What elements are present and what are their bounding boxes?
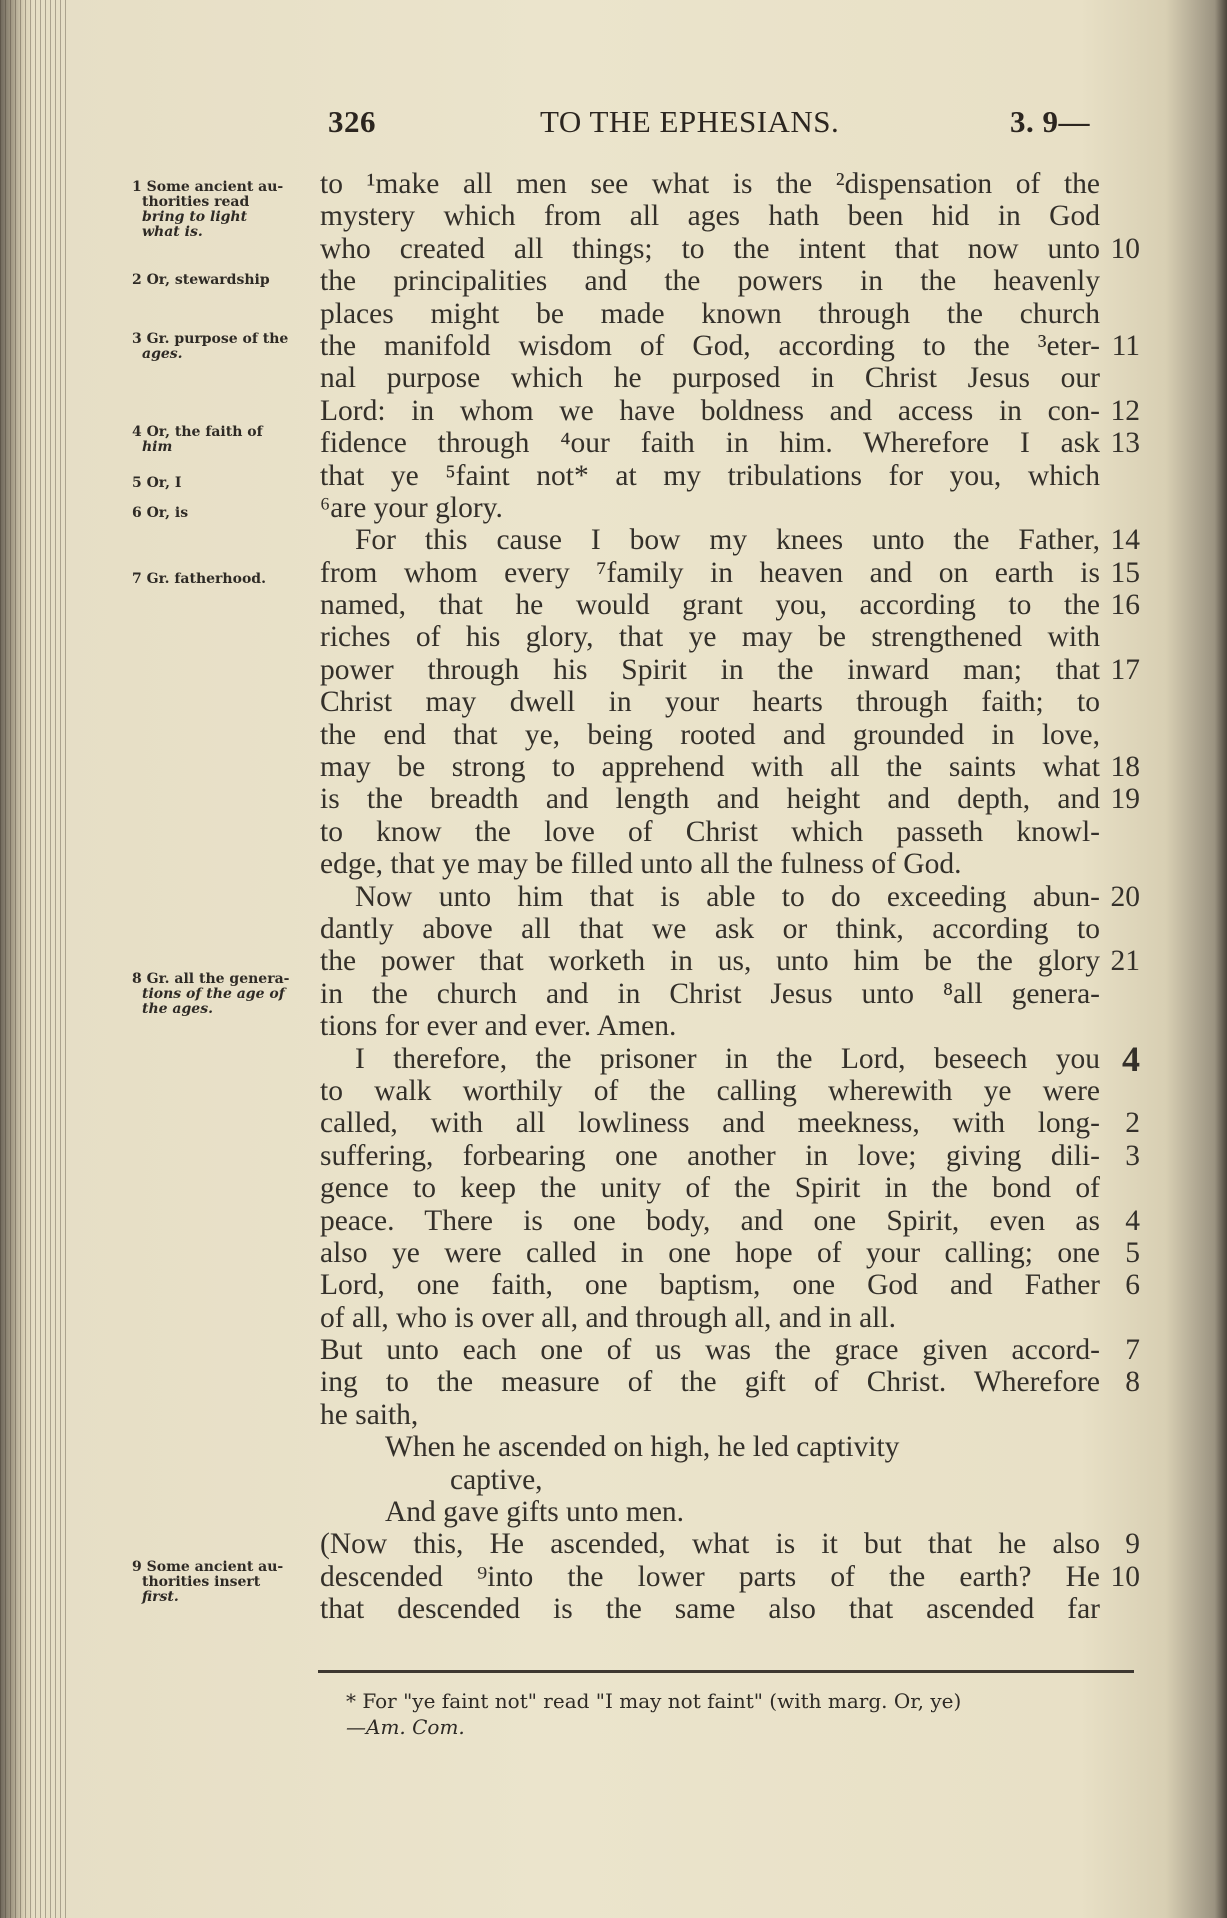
margin-note-line: 6 Or, is [132,505,189,521]
text-line-content: places might be made known through the church [320,297,1100,330]
verse-number: 10 [1110,1560,1140,1593]
verse-number: 21 [1110,945,1140,978]
margin-note-line: 3 Gr. purpose of the [132,331,289,347]
verse-number: 7 [1125,1334,1140,1367]
text-line [320,589,1140,622]
text-line-content: ing to the measure of the gift of Christ. Wherefore [320,1366,1100,1399]
text-line-content: the end that ye, being rooted and grounded in love, [320,718,1100,751]
text-line [320,1038,1140,1079]
text-line-content: from whom every ⁷family in heaven and on earth is [320,556,1100,589]
text-line-content: may be strong to apprehend with all the saints what [320,751,1100,784]
text-line-content: captive, [450,1463,543,1496]
margin-note-3 [132,332,318,362]
text-line [320,329,1140,362]
text-line [320,978,1100,1010]
text-line [320,1075,1100,1107]
running-title: TO THE EPHESIANS. [540,104,840,139]
text-line [320,1464,1100,1496]
text-line [320,913,1100,945]
verse-number: 16 [1110,589,1140,622]
text-line-content: edge, that ye may be filled unto all the fulness of God. [320,848,962,881]
margin-note-line: 5 Or, I [132,475,182,491]
margin-note-line: 8 Gr. all the genera- [132,971,290,987]
text-line [320,816,1100,848]
text-line-content: But unto each one of us was the grace given accord- [320,1334,1100,1367]
margin-note-line: him [142,439,173,455]
margin-note-4 [132,425,318,455]
scripture-text [320,168,1140,1626]
margin-note-7 [132,572,318,587]
text-line-content: Lord, one faith, one baptism, one God and Father [320,1269,1100,1302]
text-line-content: peace. There is one body, and one Spirit, even as [320,1204,1100,1237]
verse-number: 9 [1125,1528,1140,1561]
text-line-content: (Now this, He ascended, what is it but that he also [320,1528,1100,1561]
text-line [320,298,1100,330]
text-line-content: Lord: in whom we have boldness and access in con- [320,394,1100,427]
text-line-content: I therefore, the prisoner in the Lord, beseech you [355,1042,1100,1075]
text-line [320,880,1140,913]
text-line-content: to know the love of Christ which passeth knowl- [320,815,1100,848]
text-line-content: the manifold wisdom of God, according to the ³eter- [320,329,1100,362]
margin-note-line: bring to light [142,209,248,225]
text-line [320,1107,1140,1140]
text-line-content: to walk worthily of the calling wherewith ye were [320,1074,1100,1107]
text-line-content: dantly above all that we ask or think, according to [320,912,1100,945]
verse-number: 4 [1125,1204,1140,1237]
verse-number: 2 [1125,1107,1140,1140]
chapter-number: 4 [1122,1038,1140,1079]
text-line-content: also ye were called in one hope of your calling; one [320,1236,1100,1269]
page-number: 326 [328,104,376,139]
verse-number: 5 [1125,1236,1140,1269]
text-line-content: called, with all lowliness and meekness, with long- [320,1107,1100,1140]
text-line [320,945,1140,978]
text-line-content: that ye ⁵faint not* at my tribulations for you, which [320,459,1100,492]
margin-note-1 [132,180,318,240]
text-line-content: to ¹make all men see what is the ²dispensation of the [320,168,1100,200]
text-line-content: that descended is the same also that ascended far [320,1593,1100,1626]
text-line-content: tions for ever and ever. Amen. [320,1010,677,1043]
margin-note-line: ages. [142,346,183,362]
text-line [320,1366,1140,1399]
text-line [320,1528,1140,1561]
text-line [320,1236,1140,1269]
text-line [320,621,1100,653]
verse-number: 6 [1125,1269,1140,1302]
text-line [320,783,1140,816]
text-line-content: suffering, forbearing one another in love; giving dili- [320,1139,1100,1172]
text-line [320,1496,1100,1528]
text-line-content: fidence through ⁴our faith in him. Wherefore I ask [320,427,1100,460]
text-line-content: is the breadth and length and height and depth, and [320,783,1100,816]
verse-number: 20 [1110,880,1140,913]
verse-number: 17 [1110,653,1140,686]
margin-note-line: 9 Some ancient au- [132,1559,284,1575]
text-line-content: the principalities and the powers in the heavenly [320,265,1100,298]
margin-note-line: thorities read [142,194,250,210]
margin-note-line: what is. [142,224,203,240]
text-line-content: When he ascended on high, he led captivity [385,1431,900,1464]
text-line-content: Christ may dwell in your hearts through faith; to [320,686,1100,719]
text-line [320,556,1140,589]
text-line-content: nal purpose which he purposed in Christ Jesus our [320,362,1100,395]
text-line [320,460,1100,492]
footnote-line-2: —Am. Com. [346,1715,465,1739]
text-line-content: descended ⁹into the lower parts of the earth? He [320,1560,1100,1593]
text-line [320,686,1100,718]
text-line [320,362,1100,394]
text-line [320,1302,1100,1334]
text-line-content: For this cause I bow my knees unto the Father, [355,524,1100,557]
verse-number: 11 [1111,329,1140,362]
verse-number: 10 [1110,232,1140,265]
text-line-content: the power that worketh in us, unto him be the glory [320,945,1100,978]
text-line-content: he saith, [320,1398,419,1431]
text-line [320,751,1140,784]
margin-note-2 [132,273,318,288]
verse-number: 3 [1125,1139,1140,1172]
margin-note-line: 4 Or, the faith of [132,424,263,440]
text-line-content: named, that he would grant you, according to the [320,589,1100,622]
margin-note-line: thorities insert [142,1574,261,1590]
margin-note-line: 2 Or, stewardship [132,272,270,288]
margin-note-line: first. [142,1589,179,1605]
text-line-content: power through his Spirit in the inward man; that [320,653,1100,686]
text-line-content: in the church and in Christ Jesus unto ⁸all genera- [320,977,1100,1010]
verse-number: 19 [1110,783,1140,816]
verse-number: 14 [1110,524,1140,557]
text-line-content: gence to keep the unity of the Spirit in the bond of [320,1172,1100,1205]
text-line [320,1010,1100,1042]
text-line [320,1172,1100,1204]
text-line [320,265,1100,297]
margin-note-8 [132,972,318,1017]
text-line-content: mystery which from all ages hath been hid in God [320,200,1100,233]
text-line [320,168,1100,200]
text-line [320,1269,1140,1302]
verse-number: 12 [1110,394,1140,427]
text-line [320,394,1140,427]
footnote [346,1688,1136,1740]
text-line-content: And gave gifts unto men. [385,1496,685,1529]
text-line-content: of all, who is over all, and through all, and in all. [320,1301,896,1334]
text-line [320,1139,1140,1172]
margin-note-9 [132,1560,318,1605]
text-line [320,492,1100,524]
text-line [320,1399,1100,1431]
text-line-content: riches of his glory, that ye may be strengthened with [320,621,1100,654]
footnote-rule [318,1670,1134,1673]
footnote-line-1: * For "ye faint not" read "I may not faint" (with marg. Or, ye) [346,1689,962,1713]
text-line-content: Now unto him that is able to do exceeding abun- [355,880,1100,913]
text-line [320,1204,1140,1237]
text-line [320,1593,1100,1625]
text-line-content: who created all things; to the intent that now unto [320,232,1100,265]
verse-number: 18 [1110,751,1140,784]
text-line [320,653,1140,686]
text-line [320,1334,1140,1367]
verse-number: 15 [1110,556,1140,589]
verse-number: 8 [1125,1366,1140,1399]
margin-note-line: the ages. [142,1001,213,1017]
margin-note-5 [132,476,318,491]
margin-note-6 [132,506,318,521]
text-line-content: ⁶are your glory. [320,491,503,524]
chapter-verse-reference: 3. 9— [1010,104,1090,139]
text-line [320,200,1100,232]
text-line [320,1560,1140,1593]
text-line [320,1431,1100,1463]
text-line [320,427,1140,460]
text-line [320,719,1100,751]
verse-number: 13 [1110,427,1140,460]
text-line [320,232,1140,265]
margin-note-line: 1 Some ancient au- [132,179,284,195]
margin-note-line: tions of the age of [142,986,285,1002]
margin-note-line: 7 Gr. fatherhood. [132,571,266,587]
text-line [320,524,1140,557]
text-line [320,848,1100,880]
